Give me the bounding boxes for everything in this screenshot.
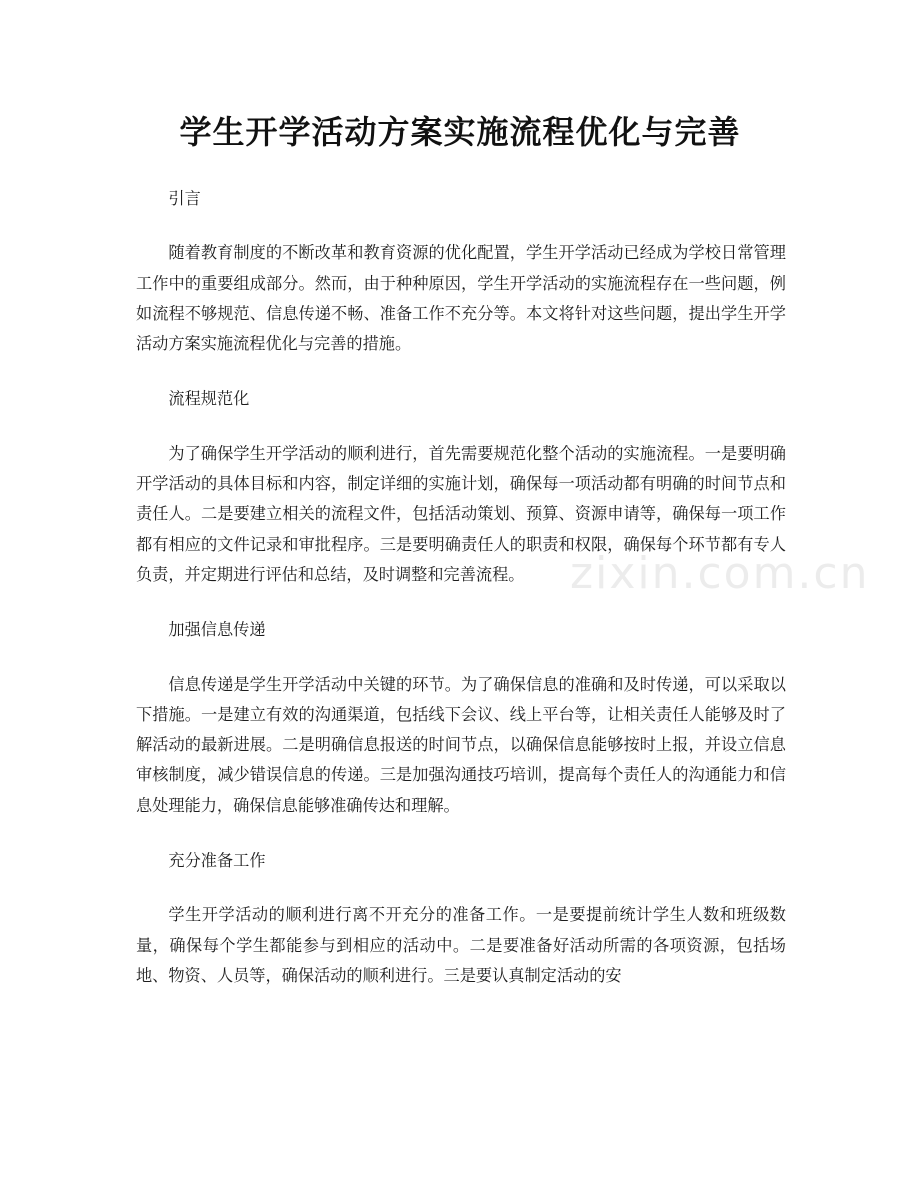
- watermark: zixin.com.cn: [570, 548, 870, 599]
- section-paragraph-preparation: 学生开学活动的顺利进行离不开充分的准备工作。一是要提前统计学生人数和班级数量，确保每个学生都能参与到相应的活动中。二是要准备好活动所需的各项资源，包括场地、物资、人员等，确保活动的顺利进行。三是要认真制定活动的安: [136, 905, 786, 985]
- section-heading-process-standardization: 流程规范化: [168, 389, 250, 409]
- document-body: [136, 184, 786, 991]
- section-heading-introduction: 引言: [168, 189, 201, 208]
- section-paragraph-process-standardization: 为了确保学生开学活动的顺利进行，首先需要规范化整个活动的实施流程。一是要明确开学活动的具体目标和内容，制定详细的实施计划，确保每一项活动都有明确的时间节点和责任人。二是要建立相关的流程文件，包括活动策划、预算、资源申请等，确保每一项工作都有相应的文件记录和审批程序。三是要明确责任人的职责和权限，确保每个环节都有专人负责，并定期进行评估和总结，及时调整和完善流程。: [136, 443, 786, 584]
- section-heading-information-transfer: 加强信息传递: [168, 620, 266, 640]
- section-paragraph-information-transfer: 信息传递是学生开学活动中关键的环节。为了确保信息的准确和及时传递，可以采取以下措施。一是建立有效的沟通渠道，包括线下会议、线上平台等，让相关责任人能够及时了解活动的最新进展。二是明确信息报送的时间节点，以确保信息能够按时上报，并设立信息审核制度，减少错误信息的传递。三是加强沟通技巧培训，提高每个责任人的沟通能力和信息处理能力，确保信息能够准确传达和理解。: [136, 674, 786, 815]
- document-title: 学生开学活动方案实施流程优化与完善: [179, 113, 741, 151]
- section-heading-preparation: 充分准备工作: [168, 851, 266, 871]
- section-paragraph-introduction: 随着教育制度的不断改革和教育资源的优化配置，学生开学活动已经成为学校日常管理工作中的重要组成部分。然而，由于种种原因，学生开学活动的实施流程存在一些问题，例如流程不够规范、信息传递不畅、准备工作不充分等。本文将针对这些问题，提出学生开学活动方案实施流程优化与完善的措施。: [136, 243, 786, 354]
